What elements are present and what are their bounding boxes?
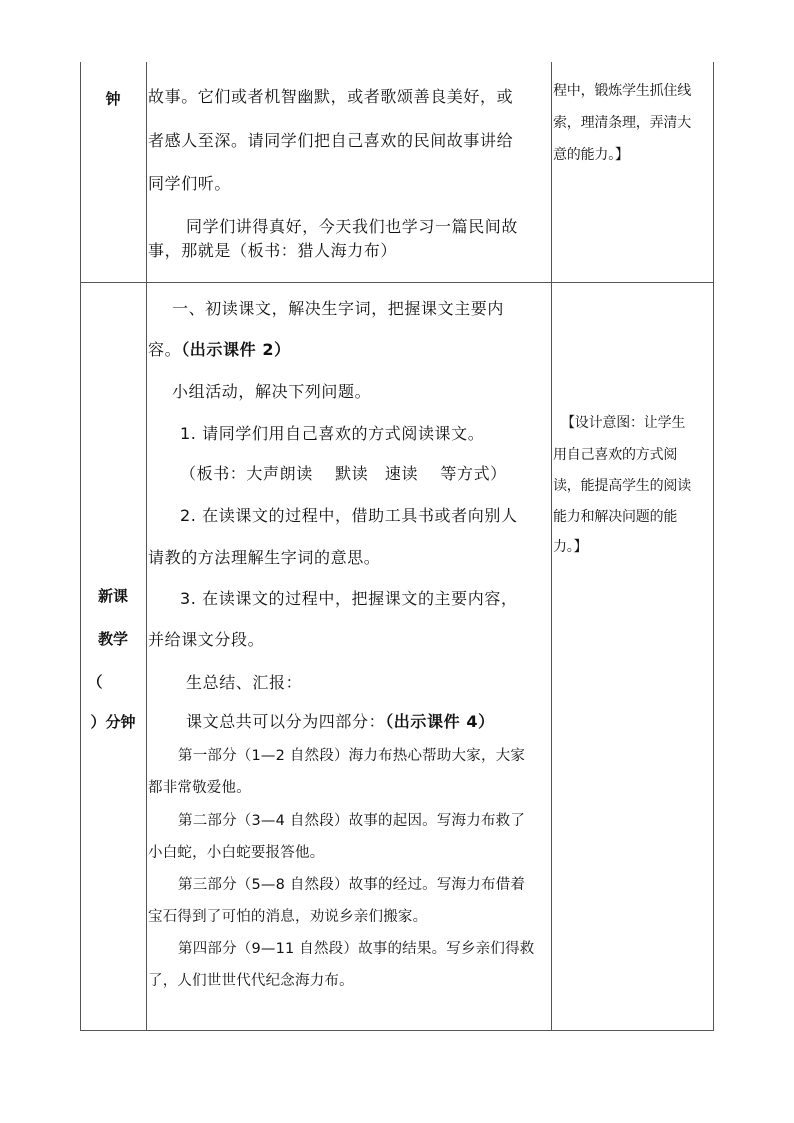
row2-text-line: 都非常敬爱他。 (148, 780, 251, 796)
row1-left-label: 钟 (105, 90, 121, 108)
row2-text-line: 第三部分（5—8 自然段）故事的经过。写海力布借着 (178, 877, 526, 893)
row2-text-segment: 容。 (148, 340, 182, 359)
row1-text-line: 同学们讲得真好，今天我们也学习一篇民间故 (186, 217, 519, 236)
row2-design-note-line: 用自己喜欢的方式阅 (553, 447, 678, 463)
row2-text-line: 了，人们世世代代纪念海力布。 (148, 973, 354, 989)
row2-text-line: 第四部分（9—11 自然段）故事的结果。写乡亲们得救 (178, 941, 535, 957)
row2-design-note-line: 【设计意图：让学生 (561, 415, 686, 431)
row1-text-line: 者感人至深。请同学们把自己喜欢的民间故事讲给 (148, 131, 514, 150)
row2-text-line (148, 337, 552, 360)
row1-note-line: 意的能力。】 (553, 147, 629, 163)
row1-note-line: 程中，锻炼学生抓住线 (553, 83, 691, 99)
row2-text-line: 1. 请同学们用自己喜欢的方式阅读课文。 (180, 424, 485, 443)
row2-left-label: ）分钟 (90, 713, 136, 731)
row2-text-line: 生总结、汇报： (186, 673, 303, 692)
row1-left-cell (80, 62, 146, 282)
row1-text-line: 故事。它们或者机智幽默，或者歌颂善良美好，或 (148, 87, 514, 106)
row2-text-line: 3. 在读课文的过程中，把握课文的主要内容， (180, 589, 518, 608)
table-column-divider-1 (146, 62, 147, 1030)
row2-left-label: （ (87, 673, 103, 691)
row1-text-line: 同学们听。 (148, 174, 232, 193)
row2-right-cell (553, 283, 713, 1030)
row1-right-cell (553, 62, 713, 282)
row2-design-note-line: 读，能提高学生的阅读 (553, 478, 691, 494)
row2-design-note-line: 力。】 (553, 539, 588, 555)
row2-text-line: 并给课文分段。 (148, 630, 265, 649)
table-border-right (713, 62, 714, 1030)
row2-text-line: 宝石得到了可怕的消息，劝说乡亲们搬家。 (148, 909, 428, 925)
table-border-bottom (80, 1030, 714, 1031)
row2-text-line: （板书：大声朗读 默读 速读 等方式） (180, 464, 507, 483)
row2-courseware-ref: （出示课件 4） (385, 712, 495, 731)
row2-text-line: 第一部分（1—2 自然段）海力布热心帮助大家，大家 (178, 748, 526, 764)
row2-left-label: 教学 (97, 630, 128, 648)
row2-text-segment: 课文总共可以分为四部分： (186, 712, 386, 731)
row2-text-line: 第二部分（3—4 自然段）故事的起因。写海力布救了 (178, 813, 526, 829)
row1-middle-cell (148, 62, 552, 282)
row2-text-line: 小白蛇，小白蛇要报答他。 (148, 845, 325, 861)
row2-left-label: 新课 (97, 587, 128, 605)
row2-text-line (186, 709, 590, 732)
row2-text-line: 2. 在读课文的过程中，借助工具书或者向别人 (180, 506, 518, 525)
row2-text-line: 一、初读课文，解决生字词，把握课文主要内 (172, 299, 505, 318)
row2-design-note-line: 能力和解决问题的能 (553, 509, 678, 525)
row2-courseware-ref: （出示课件 2） (181, 340, 291, 359)
row2-text-line: 请教的方法理解生字词的意思。 (148, 548, 381, 567)
row2-text-line: 小组活动，解决下列问题。 (172, 382, 372, 401)
row1-text-line: 事，那就是（板书：猎人海力布） (148, 241, 398, 260)
row1-note-line: 索，理清条理，弄清大 (553, 115, 691, 131)
row2-middle-cell (148, 283, 552, 1030)
row2-left-cell (80, 283, 146, 1030)
